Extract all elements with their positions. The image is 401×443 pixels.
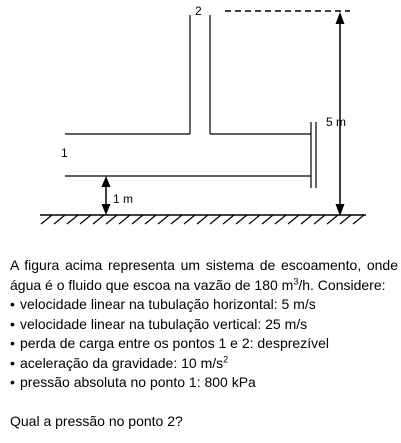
height-5m-label: 5 m bbox=[326, 115, 347, 129]
ground-hatch-stroke bbox=[314, 215, 325, 224]
bullet-icon: • bbox=[10, 374, 15, 390]
ground-hatch-stroke bbox=[275, 215, 286, 224]
ground-hatch-stroke bbox=[340, 215, 351, 224]
given-data-text: pressão absoluta no ponto 1: 800 kPa bbox=[20, 374, 256, 390]
given-data-superscript: 2 bbox=[223, 353, 229, 364]
problem-intro bbox=[10, 256, 398, 295]
ground-hatch-stroke bbox=[210, 215, 221, 224]
intro-superscript: 3 bbox=[293, 275, 299, 286]
ground-hatch-stroke bbox=[93, 215, 104, 224]
ground-hatch-stroke bbox=[80, 215, 91, 224]
given-data-item bbox=[10, 334, 398, 354]
bullet-icon: • bbox=[10, 354, 15, 371]
point-2-label: 2 bbox=[195, 4, 202, 18]
problem-statement bbox=[10, 256, 398, 431]
question-text: Qual a pressão no ponto 2? bbox=[10, 412, 183, 429]
ground-hatch-stroke bbox=[262, 215, 273, 224]
ground-hatch-stroke bbox=[197, 215, 208, 224]
height-1m-arrowhead-top bbox=[102, 176, 111, 187]
ground-hatch-stroke bbox=[106, 215, 117, 224]
given-data-text: perda de carga entre os pontos 1 e 2: desprezível bbox=[20, 335, 329, 351]
ground-hatch-stroke bbox=[353, 215, 364, 224]
bullet-icon: • bbox=[10, 335, 15, 351]
ground-hatch-stroke bbox=[41, 215, 52, 224]
height-1m-arrowhead-bottom bbox=[102, 204, 111, 215]
ground-hatch-stroke bbox=[249, 215, 260, 224]
bullet-icon: • bbox=[10, 315, 15, 332]
ground-hatch-stroke bbox=[119, 215, 130, 224]
given-data-text: velocidade linear na tubulação vertical: 25 m/s bbox=[20, 315, 308, 332]
ground-hatch-stroke bbox=[145, 215, 156, 224]
given-data-text: aceleração da gravidade: 10 m/s bbox=[20, 354, 224, 371]
height-5m-arrowhead-bottom bbox=[336, 204, 345, 216]
ground-hatch-stroke bbox=[327, 215, 338, 224]
given-data-text: velocidade linear na tubulação horizontal: 5 m/s bbox=[20, 296, 316, 312]
ground-hatch-stroke bbox=[158, 215, 169, 224]
height-1m-label: 1 m bbox=[113, 192, 134, 206]
ground-hatch-stroke bbox=[67, 215, 78, 224]
point-1-label: 1 bbox=[61, 146, 68, 160]
ground-hatch-stroke bbox=[171, 215, 182, 224]
given-data-list bbox=[10, 295, 398, 393]
ground-hatch-stroke bbox=[236, 215, 247, 224]
bullet-icon: • bbox=[10, 296, 15, 312]
ground-hatch-stroke bbox=[223, 215, 234, 224]
ground-hatch-stroke bbox=[301, 215, 312, 224]
intro-text-part1: A figura acima representa um sistema de escoamento, onde água é o fluido que escoa na vazão de 180 m bbox=[10, 257, 398, 293]
ground-hatch-stroke bbox=[184, 215, 195, 224]
given-data-item bbox=[10, 315, 398, 335]
given-data-item bbox=[10, 295, 398, 315]
ground-hatch-stroke bbox=[132, 215, 143, 224]
given-data-item bbox=[10, 373, 398, 393]
height-5m-arrowhead-top bbox=[336, 12, 345, 24]
given-data-item bbox=[10, 354, 398, 374]
ground-hatching bbox=[41, 215, 364, 224]
ground-hatch-stroke bbox=[288, 215, 299, 224]
ground-hatch-stroke bbox=[54, 215, 65, 224]
intro-text-part2: /h. Considere: bbox=[298, 276, 386, 293]
